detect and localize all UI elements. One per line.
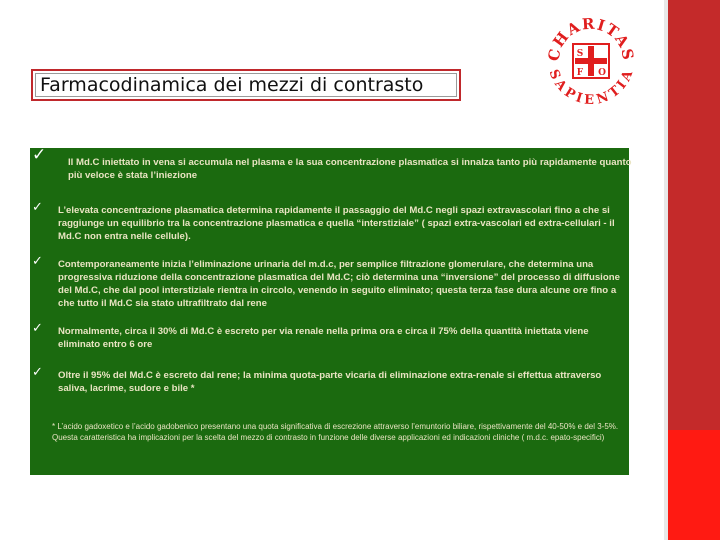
bullet-text: L’elevata concentrazione plasmatica determina rapidamente il passaggio del Md.C negli spazi extravascolari fino a che si raggiunge un equilibrio tra la concentrazione plasmatica e quella “interstiziale” ( spazi extra-vascolari ed extra-cellulari - il Md.C non entra nelle cellule).	[58, 205, 615, 242]
check-icon: ✓	[32, 200, 43, 215]
bullet-text: Il Md.C iniettato in vena si accumula nel plasma e la sua concentrazione plasmatica si innalza tanto più rapidamente quanto più veloce è stata l’iniezione	[68, 157, 632, 181]
bullet-text: Contemporaneamente inizia l’eliminazione urinaria del m.d.c, per semplice filtrazione glomerulare, che determina una progressiva riduzione della concentrazione plasmatica del Md.C; ciò determina una “inversione” del processo di diffusione del Md.C, che dal pool interstiziale rientra in circolo, venendo in seguito eliminato; questa terza fase dura alcune ore fino a che tutto il Md.C sia stato ultrafiltrato dal rene	[58, 259, 620, 309]
footnote: * L’acido gadoxetico e l’acido gadobenico presentano una quota significativa di escrezione attraverso l’emuntorio biliare, rispettivamente del 40-50% e del 3-5%. Questa caratteristica ha implicazioni per la scelta del mezzo di contrasto in funzione delle diverse applicazioni ed indicazioni cliniche ( m.d.c. epato-specifici)	[52, 422, 619, 442]
check-icon: ✓	[32, 145, 47, 165]
check-icon: ✓	[32, 254, 43, 269]
logo-letter-o: O	[598, 68, 606, 78]
check-icon: ✓	[32, 321, 43, 336]
accent-sidebar	[668, 0, 720, 540]
check-icon: ✓	[32, 365, 43, 380]
sidebar-lower-block	[668, 430, 720, 540]
bullet-text: Oltre il 95% del Md.C è escreto dal rene; la minima quota-parte vicaria di eliminazione extra-renale si effettua attraverso saliva, lacrime, sudore e bile *	[58, 370, 602, 394]
logo-letter-s: S	[576, 49, 584, 59]
content-panel	[30, 145, 632, 475]
charitas-sapientia-logo	[545, 14, 637, 108]
slide-title: Farmacodinamica dei mezzi di contrasto	[31, 69, 461, 101]
logo-bottom-text: SAPIENTIA	[545, 67, 637, 108]
bullet-text: Normalmente, circa il 30% di Md.C è escreto per via renale nella prima ora e circa il 75% della quantità iniettata viene eliminato entro 6 ore	[58, 326, 589, 350]
logo-letter-f: F	[576, 68, 584, 78]
logo-top-text: CHARITAS	[545, 14, 637, 63]
